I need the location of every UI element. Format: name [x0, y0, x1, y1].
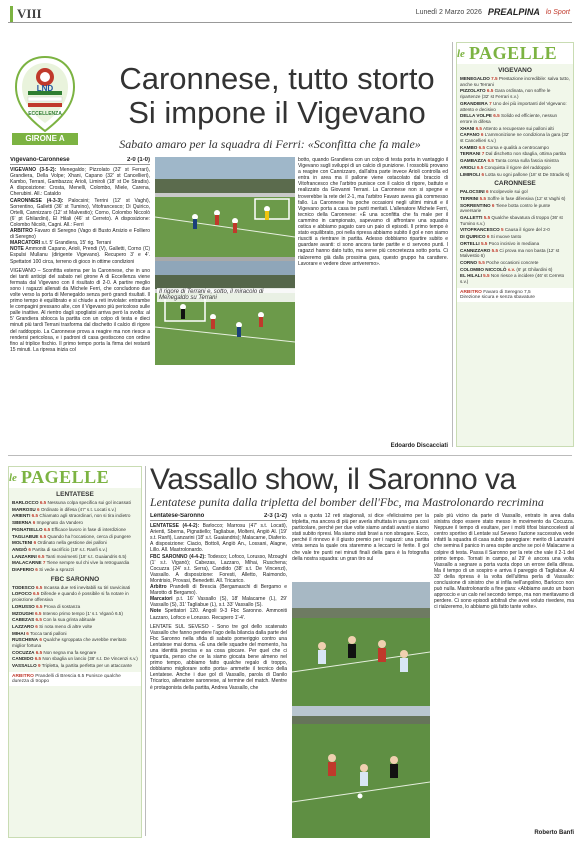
article2-column-3 — [434, 513, 574, 828]
article1-title-line1: Caronnese, tutto storto — [119, 61, 435, 96]
lineup-entry: Marcatori p.t. 16' Vassallo (S), 18' Malacarne (L), 29' Vassallo (S), 31' Tagliabue (L), s.t. 33' Vassallo (S). — [150, 596, 287, 609]
pagelle-player: DI QUIRICO 6 Si muove tanto — [460, 234, 522, 240]
pagelle-player: DELLA VOLPE 6.5 Solido ed efficiente, nessun errore in difesa — [460, 113, 558, 124]
lineup-entry: Arbitro Prandelli di Brescia (Bergamaschi di Bergamo e Marotto di Bergamo). — [150, 584, 287, 597]
pagelle-player: RUSCHENA 6 Qualche sgroppata che avrebbe meritato miglior fortuna — [12, 637, 127, 649]
logo-subtext: ECCELLENZA — [28, 111, 62, 117]
pagelle-player: MIHAI 6 Tocca tanti palloni — [12, 630, 67, 636]
pagelle-player: MZOUGHI 6.5 Intenso primo tempo (1' s.t. Viganò 6.5) — [12, 610, 123, 616]
pagelle-player: MARROSU 6 Ordinato in difesa (47' s.t. Locati s.v.) — [12, 506, 117, 512]
lineup-entry: CARONNESE (4-3-3): Palocsini; Terrini (12' st Vaghi), Sorrentino, Galletti (36' st Tumino), Vitofrancesco; Di Quirico, Ortelli, Cannizzaro (12' st Malvestio); Corno, Colombo Niccolò (6' pt Ghilardini), El Hilali (46' st Cerreto). A disposizione: Colombo Nicolò, Cagni. All.: Ferri — [10, 197, 150, 228]
pagelle-arbitro: ARBITRO Favaro di Seregno 7,5 Direzione sicura e senza sbavature — [457, 288, 573, 302]
page-header — [416, 7, 570, 17]
article2-column-2 — [292, 513, 429, 579]
pagelle-player: COCUZZA 6.5 Non segna ma fa segnare — [12, 649, 97, 655]
pagelle-player: EL HILALI 5.5 Non riesce a incidere (46' st Cerreto s.v.) — [460, 273, 565, 285]
article2-score: 2-3 (1-2) — [263, 513, 287, 519]
column-divider — [452, 42, 453, 447]
pagelle-player: PIGNATIELLO 6.5 Efficace lavoro in fase di interdizione — [12, 526, 126, 532]
article1-scoreline — [10, 157, 150, 165]
article1-column-1 — [10, 157, 150, 453]
pagelle-player: CABEZAS 6.5 Con la sua grinta abituale — [12, 617, 96, 623]
header-date: Lunedì 2 Marzo 2026 — [415, 8, 482, 16]
pagelle-player: CAPANO 6 L'ammonizione ne condiziona la gara (32' st Cancellieri s.v.) — [460, 132, 570, 144]
pagelle-player: MOLTENI 6 Ordinato nella gestione dei palloni — [12, 540, 107, 546]
pagelle-team-name: LENTATESE — [56, 491, 94, 498]
pagelle-player: PIZZOLATO 6.5 Gara ordinata, non soffre le ripartenze (32' st Ferrari s.v.) — [460, 88, 551, 100]
header-brand: PREALPINA — [487, 7, 540, 17]
article2-body-1: LENTATE SUL SEVESO - Sono tre gol dello scatenato Vassallo che fanno pendere l'ago della bilancia dalla parte del Fbc Saronno nella sfida di sabato pomeriggio contro una Lentatese mai doma. «È una delle squadre del momento, ha una identità precisa e sa cosa giocare. Per quel che ci riguarda, penso che ce la siamo giocata bene almeno nel primo tempo, abbiamo fatto qualche regalo di troppo, dobbiamo migliorare sotto porta» ammette il tecnico della Lentatese. Anche i due gol di Vassallo, parola di Danilo Tricarico, allenatore saronnese, al termine del match. Mentre è protagonista della partita, Andrea Vassallo, che — [150, 623, 287, 691]
lineup-entry: Note Spettatori 120. Angoli 9-3 Fbc Saronno. Ammoniti Lazzaro, Lofoco e Lorusso. Recupero 1'-4'. — [150, 608, 287, 621]
article2-subtitle: Lentatese punita dalla tripletta del bomber dell'Fbc, ma Mastrolonardo recrimina — [150, 495, 544, 509]
league-logo-icon — [12, 55, 78, 133]
lineup-entry: FBC SARONNO (4-4-2): Todesco; Lofoco, Lorusso, Mzoughi (1' s.t. Viganò); Cabezas, Lazzaro, Mihai, Ruschena; Cocuzza (24' s.t. Serra), Candido (38' s.t. De Vincenzi), Vassallo. A disposizione: Foresti, Alletto, Raimondo, Montrisio, Provasi, Benedetti. All. Tricarico. — [150, 553, 287, 584]
pagelle-title: le PAGELLE — [457, 43, 573, 64]
pagelle-player: SBERNA 6 Impegnato da Vandero — [12, 520, 83, 526]
article2-body-3: palo più vicino da parte di Vassallo, entrato in area dalla sinistra dopo essere stato messo in movimento da Cocuzza. Neppure il tempo di esultare, per i molti tifosi biancocelesti al centro sportivo di Lentate sul Seveso l'azione successiva vede infatti la squadra di casa subito pareggiare: merito di Lanzarini che semina il panico in area ospite anche se poi è Malacarne a colpire di testa. Passa il Saronno per la rete che vale il 2-1 del primo tempo. Tornati in campo, al 29' è ancora una volta Vassallo a segnare a porta vuota dopo un errore della difesa. Ma il tempo di un sospiro e arriva il pareggio di Tagliabue. Al 33' della ripresa è la volta dell'ultima perla di Vassallo: conclusione di sinistro che si infila nell'angolino, Barlocco non può nulla. Mastrolonardo a fine gara: «Abbiamo avuto un buon approccio e un calo nel secondo tempo, ma non meritavamo di perdere. Ci sono episodi arbitrali che avrei voluto rivedere, ma ci rialzeremo, lo abbiamo già fatto tante volte». — [434, 513, 574, 611]
pagelle-player: LORUSSO 6.5 Prova di sostanza — [12, 603, 81, 609]
pagelle-player: COLOMBO NICCOLÒ s.v. (6' pt Ghilardini 6) — [460, 266, 553, 272]
article2-scoreline — [150, 513, 287, 521]
pagelle-player: ANGIÒ 6 Partita di sacrificio (19' s.t. Ranfi s.v.) — [12, 546, 108, 552]
article1-subtitle: Sabato amaro per la squadra di Ferri: «Sconfitta che fa male» — [119, 137, 421, 151]
pagelle-player: CORNO 5.5 Poche occasioni concrete — [460, 259, 539, 265]
page-number: VIII — [10, 6, 42, 22]
lineup-entry: ARBITRO Favaro di Seregno (Vago di Busto Arsizio e Folliero di Seregno) — [10, 228, 150, 241]
pagelle-player: GRANDIERA 7 Uno dei più importanti del Vigevano: attento e decisivo — [460, 100, 567, 112]
pagelle-player: XHANI 6.5 Attento a recuperare sui palloni alti — [460, 125, 554, 131]
article1-body-2: botto, quando Grandiera con un colpo di testa porta in vantaggio il Vigevano sugli sviluppi di un calcio di punizione. I rossoblù provano a reagire con Cannizzaro, dall'altra parte invece Arioli controlla ed entra in area ma il pallone viene ostacolato dal braccio di Vitofrancesco che l'arbitro punisce con il calcio di rigore, battuto e realizzato da Giovanni Terrani. La Caronnese non si spegne e troverebbe la rete del 2-1, ma l'arbitro Favaro aveva già commesso fallo. La Caronnese ha poche occasioni negli ultimi minuti e il Vigevano porta a casa tre punti meritati. L'allenatore Michele Ferri, tecnico della Caronnese: «È una sconfitta che fa male per il cammino in campionato, sapevamo di affrontare una squadra ostica e abbiamo pagato caro un paio di episodi. Il primo tempo è stato equilibrato, poi nella ripresa abbiamo subito il gol e non siamo riusciti a rientrare in partita. Adesso dobbiamo ripartire subito e guardare avanti: ci sono ancora tante partite e ci servono punti. I ragazzi hanno dato tutto, ma serve più concretezza sotto porta. Ci rialzeremo già dalla prossima gara, questo gruppo ha carattere. Lavorare e vedere dove arriveremo». — [298, 157, 448, 267]
pagelle-player: CANDIDO 6.5 Non sbaglia un lancio (38' s.t. De Vincenzi s.v.) — [12, 656, 138, 662]
article2-headline: Vassallo show, il Saronno va — [150, 463, 516, 496]
pagelle-player: PALOCSINI 6 Incolpevole sui gol — [460, 189, 528, 195]
article1-score: 2-0 (1-0) — [126, 157, 150, 163]
article1-author: Edoardo Discacciati — [390, 443, 448, 449]
pagelle-lentatese-saronno — [8, 466, 142, 838]
pagelle-player: DIAFERIO 6 Si vede a sprazzi — [12, 567, 75, 573]
pagelle-player: LAZZARO 6 Si nota meno di altre volte — [12, 623, 93, 629]
pagelle-arbitro: ARBITRO Prandelli di Brescia 6.5 Punisce qualche durezza di troppo — [9, 672, 141, 686]
article2-author: Roberto Banfi — [534, 830, 574, 836]
pagelle-player: ORTELLI 5.5 Poco incisivo in mediana — [460, 240, 540, 246]
section-rule — [8, 455, 572, 456]
pagelle-team-name: FBC SARONNO — [50, 575, 100, 583]
pagelle-vigevano-caronnese — [456, 42, 574, 447]
article1-headline — [112, 62, 442, 130]
article1-teams: Vigevano-Caronnese — [10, 157, 70, 163]
pagelle-player: LOFOCO 6.5 Difende e quando è possibile si fa notare in proiezione offensiva — [12, 591, 129, 603]
pagelle-player: SORRENTINO 6 Tiene botta contro le punte avversarie — [460, 202, 551, 214]
pagelle-team-name: VIGEVANO — [498, 67, 532, 74]
pagelle-player: VASSALLO 9 Tripletta, la partita perfetta per un attaccante — [12, 663, 132, 669]
lineup-entry: VIGEVANO (3-5-2): Menegaldo; Pizzolato (32' st Ferrari), Grandiera, Della Volpe; Xhani, Capano (32' st Cancellieri), Kambo, Terrani, Gambazza; Arioli, Limiroli (18' st De Stradis). A disposizione: Crosta, Menelli, Colombo, Miele, Carena, Cherubini. All.: Cataldo — [10, 167, 150, 198]
pagelle-list — [457, 67, 573, 285]
pagelle-player: GALLETTI 5.5 Qualche sbavatura di troppo (36' st Tumino s.v.) — [460, 215, 563, 226]
pagelle-team-name: CARONNESE — [494, 180, 536, 188]
lineup-entry: LENTATESE (4-4-2): Barlocco; Marrosu (47' s.t. Locati), Arienti, Sberna, Pignatiello; Tagliabue, Molteni, Angiò Al. (19' s.t. Ranfi), Lanzarini (18' s.t. Guaiandris); Malacarne, Diaferio. A disposizione: Ciacio, Bottoli, Angiò An., Lossani, Alagne, Lillo. All. Mastrolonardo. — [150, 523, 287, 554]
lineup-entry: MARCATORI s.t. 5' Grandiera, 15' rig. Terrani — [10, 240, 112, 247]
lineup-entry: NOTE Ammoniti Capano, Arioli, Prendi (V), Galletti, Corno (C) Espulsi Mullanu (dirigente Vigevano). Recupero 3' e 4'. Spettatori 100 circa, terreno di gioco in ottime condizioni — [10, 246, 150, 265]
column-divider — [145, 466, 146, 836]
header-rule — [8, 22, 572, 23]
pagelle-player: TERRANI 7 Dal dischetto non sbaglia, ottima partita — [460, 151, 566, 157]
article2-photo — [292, 582, 430, 838]
pagelle-player: ARIOLI 6.5 Conquista il rigore del raddoppio — [460, 164, 551, 170]
article1-photo-caption: Il rigore di Terrani e, sotto, il miracolo di Menegaldo su Terrani — [157, 288, 295, 302]
pagelle-player: TODESCO 6.5 Incassa due reti inevitabili su tiri ravvicinati — [12, 584, 131, 590]
logo-text: LND — [36, 84, 54, 93]
pagelle-player: CANNIZZARO 5.5 Ci prova ma non basta (12' st Malvestio 6) — [460, 247, 560, 259]
article2-column-1 — [150, 513, 287, 836]
pagelle-player: LIMIROLI 6 Lotta su ogni pallone (18' st De Stradis 6) — [460, 171, 570, 177]
article1-column-2 — [298, 157, 448, 442]
article1-body-1: VIGEVANO – Sconfitta esterna per la Caronnese, che in uno dei tanti anticipi del sabato nel girone A di Eccellenza viene fermata dal Vigevano con il risultato di 2-0. A partire meglio sono i ragazzi allenati da Michele Ferri, che concludono due volte verso la porta di Menegaldo senza però grandi risultati. Il primo tempo è equilibrato e si chiude a reti inviolate: entrambe le compagini pressano alte, con il Vigevano più pericoloso sulle palle inattive. Al rientro dagli spogliatoi arriva però la svolta: al 5' Grandiera sblocca la partita con un colpo di testa e dieci minuti più tardi Terrani trasforma dal dischetto il calcio di rigore del raddoppio. La Caronnese prova a reagire ma non riesce a rendersi pericolosa, e i padroni di casa gestiscono con ordine fino al triplice fischio. Il primo tempo porta la firma dei restanti 15 minuti. La ripresa inizia col — [10, 267, 150, 353]
pagelle-player: VITOFRANCESCO 5 Causa il rigore del 2-0 — [460, 227, 550, 233]
article1-photo — [155, 157, 295, 365]
pagelle-list — [9, 491, 141, 669]
pagelle-player: KAMBO 6.5 Corsa e qualità a centrocampo — [460, 144, 549, 150]
pagelle-player: LANZARINI 6.5 Tanti movimenti (18' s.t. Guaiandris 6.5) — [12, 553, 127, 559]
pagelle-player: GAMBAZZA 6.5 Tanta corsa sulla fascia sinistra — [460, 158, 559, 164]
article1-title-line2: Si impone il Vigevano — [128, 95, 426, 130]
pagelle-player: BARLOCCO 6.5 Nessuna colpa specifica sui gol incassati — [12, 500, 131, 505]
pagelle-title: le PAGELLE — [9, 467, 141, 488]
header-brand-tag: lo Sport — [545, 8, 570, 16]
article2-body-2: vola a quota 12 reti stagionali, si dice «felicissimo per la tripletta, ma ancora di più per averla sfruttata in una gara così particolare, perché per due volte siamo andati avanti e siamo stati subito ripresi. Ma siamo stati bravi a non sbragare. Ecco, perché il rinnovo è il giusto premio per i ragazzi: una partita vinta senza la quale ora staremmo a leccarci le ferite. Il gol che vale tre punti nei minuti finali della gara è la fotografia della nostra squadra: un gran tiro sul — [292, 513, 429, 562]
section-tag: GIRONE A — [12, 133, 78, 145]
pagelle-player: ARIENTI 6.5 Chiamato agli straordinari, non si tira indietro — [12, 513, 131, 519]
pagelle-player: TAGLIABUE 6.5 Quando ha l'occasione, cerca di pungere — [12, 533, 131, 539]
pagelle-player: MENEGALDO 7.5 Prestazione incredibile: salva tutto, anche su Terrani — [460, 76, 570, 87]
article2-teams: Lentatese-Saronno — [150, 513, 205, 519]
pagelle-player: MALACARNE 7 Tiene sempre sul chi vive la retroguardia — [12, 560, 130, 566]
pagelle-player: TERRINI 5.5 Soffre in fase difensiva (12' st Vaghi 6) — [460, 195, 566, 201]
